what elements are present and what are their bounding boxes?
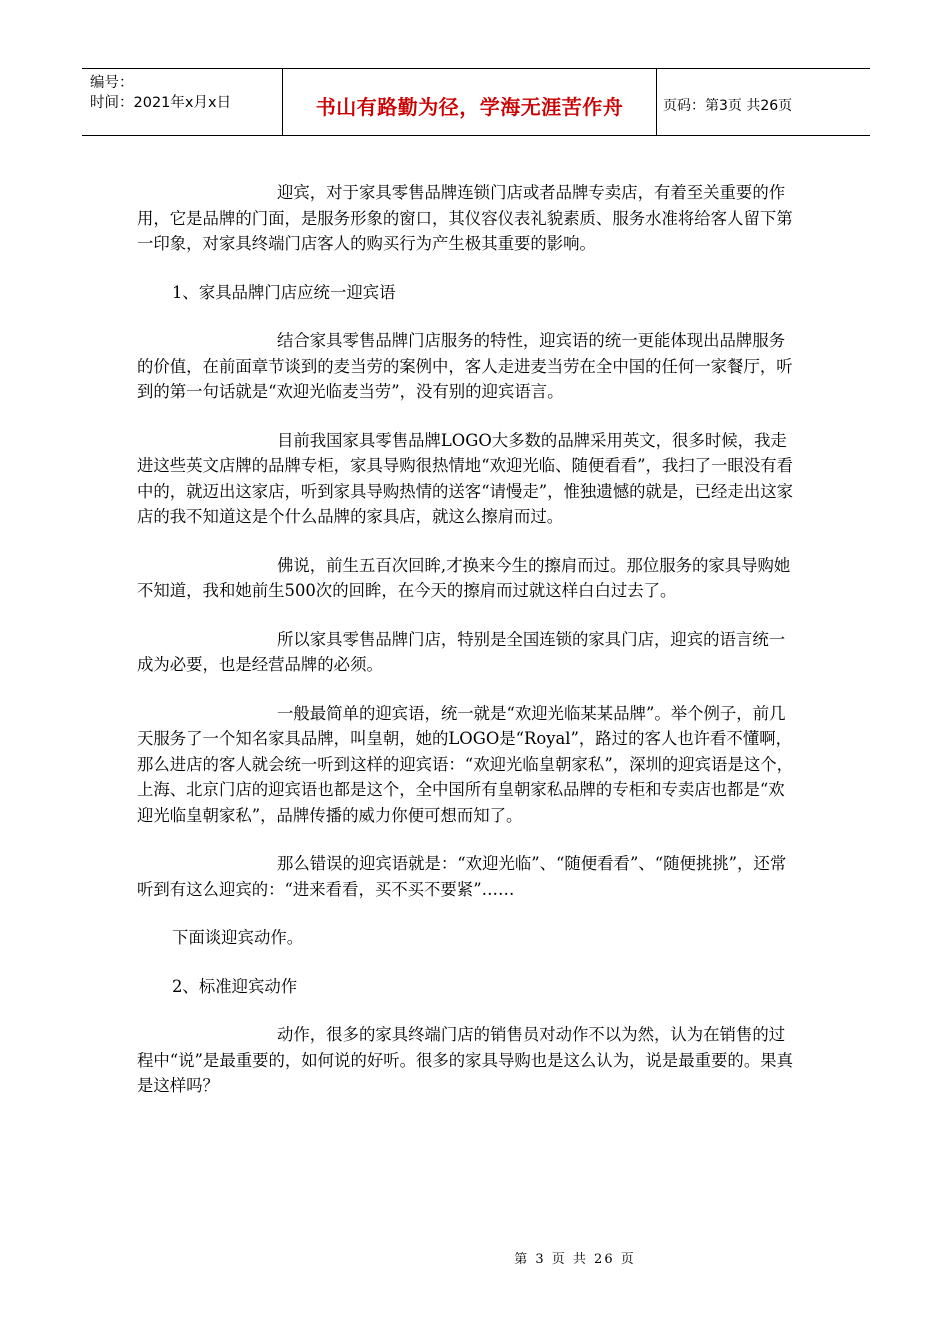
section-heading: 1、家具品牌门店应统一迎宾语 xyxy=(172,282,396,302)
header-motto: 书山有路勤为径，学海无涯苦作舟 xyxy=(283,69,657,135)
header-meta xyxy=(82,69,283,135)
paragraph: 结合家具零售品牌门店服务的特性，迎宾语的统一更能体现出品牌服务的价值，在前面章节谈到的麦当劳的案例中，客人走进麦当劳在全中国的任何一家餐厅，听到的第一句话就是“欢迎光临麦当劳”，没有别的迎宾语言。 xyxy=(137,331,793,401)
section-heading: 2、标准迎宾动作 xyxy=(172,976,298,996)
paragraph: 所以家具零售品牌门店，特别是全国连锁的家具门店，迎宾的语言统一成为必要，也是经营品牌的必须。 xyxy=(137,629,786,674)
number-label: 编号： xyxy=(90,75,134,91)
paragraph: 佛说，前生五百次回眸,才换来今生的擦肩而过。那位服务的家具导购她不知道，我和她前生500次的回眸，在今天的擦肩而过就这样白白过去了。 xyxy=(137,555,791,600)
document-body xyxy=(137,180,799,1122)
document-header xyxy=(82,68,870,136)
paragraph: 下面谈迎宾动作。 xyxy=(172,928,304,947)
paragraph: 那么错误的迎宾语就是：“欢迎光临”、“随便看看”、“随便挑挑”，还常听到有这么迎宾的：“进来看看，买不买不要紧”…… xyxy=(137,854,787,899)
paragraph: 迎宾，对于家具零售品牌连锁门店或者品牌专卖店，有着至关重要的作用，它是品牌的门面，是服务形象的窗口，其仪容仪表礼貌素质、服务水准将给客人留下第一印象，对家具终端门店客人的购买行为产生极其重要的影响。 xyxy=(137,183,793,253)
date-label: 时间：2021年x月x日 xyxy=(90,95,232,111)
paragraph: 动作，很多的家具终端门店的销售员对动作不以为然，认为在销售的过程中“说”是最重要的，如何说的好听。很多的家具导购也是这么认为，说是最重要的。果真是这样吗？ xyxy=(137,1025,793,1095)
header-page-info: 页码：第3页 共26页 xyxy=(663,98,793,114)
paragraph: 目前我国家具零售品牌LOGO大多数的品牌采用英文，很多时候，我走进这些英文店牌的品牌专柜，家具导购很热情地“欢迎光临、随便看看”，我扫了一眼没有看中的，就迈出这家店，听到家具导购热情的送客“请慢走”，惟独遗憾的就是，已经走出这家店的我不知道这是个什么品牌的家具店，就这么擦肩而过。 xyxy=(137,430,793,526)
paragraph: 一般最简单的迎宾语，统一就是“欢迎光临某某品牌”。举个例子，前几天服务了一个知名家具品牌，叫皇朝，她的LOGO是“Royal”，路过的客人也许看不懂啊，那么进店的客人就会统一听到这样的迎宾语：“欢迎光临皇朝家私”，深圳的迎宾语是这个，上海、北京门店的迎宾语也都是这个，全中国所有皇朝家私品牌的专柜和专卖店也都是“欢迎光临皇朝家私”，品牌传播的威力你便可想而知了。 xyxy=(137,703,793,825)
page-footer: 第 3 页 共 26 页 xyxy=(514,1252,636,1267)
